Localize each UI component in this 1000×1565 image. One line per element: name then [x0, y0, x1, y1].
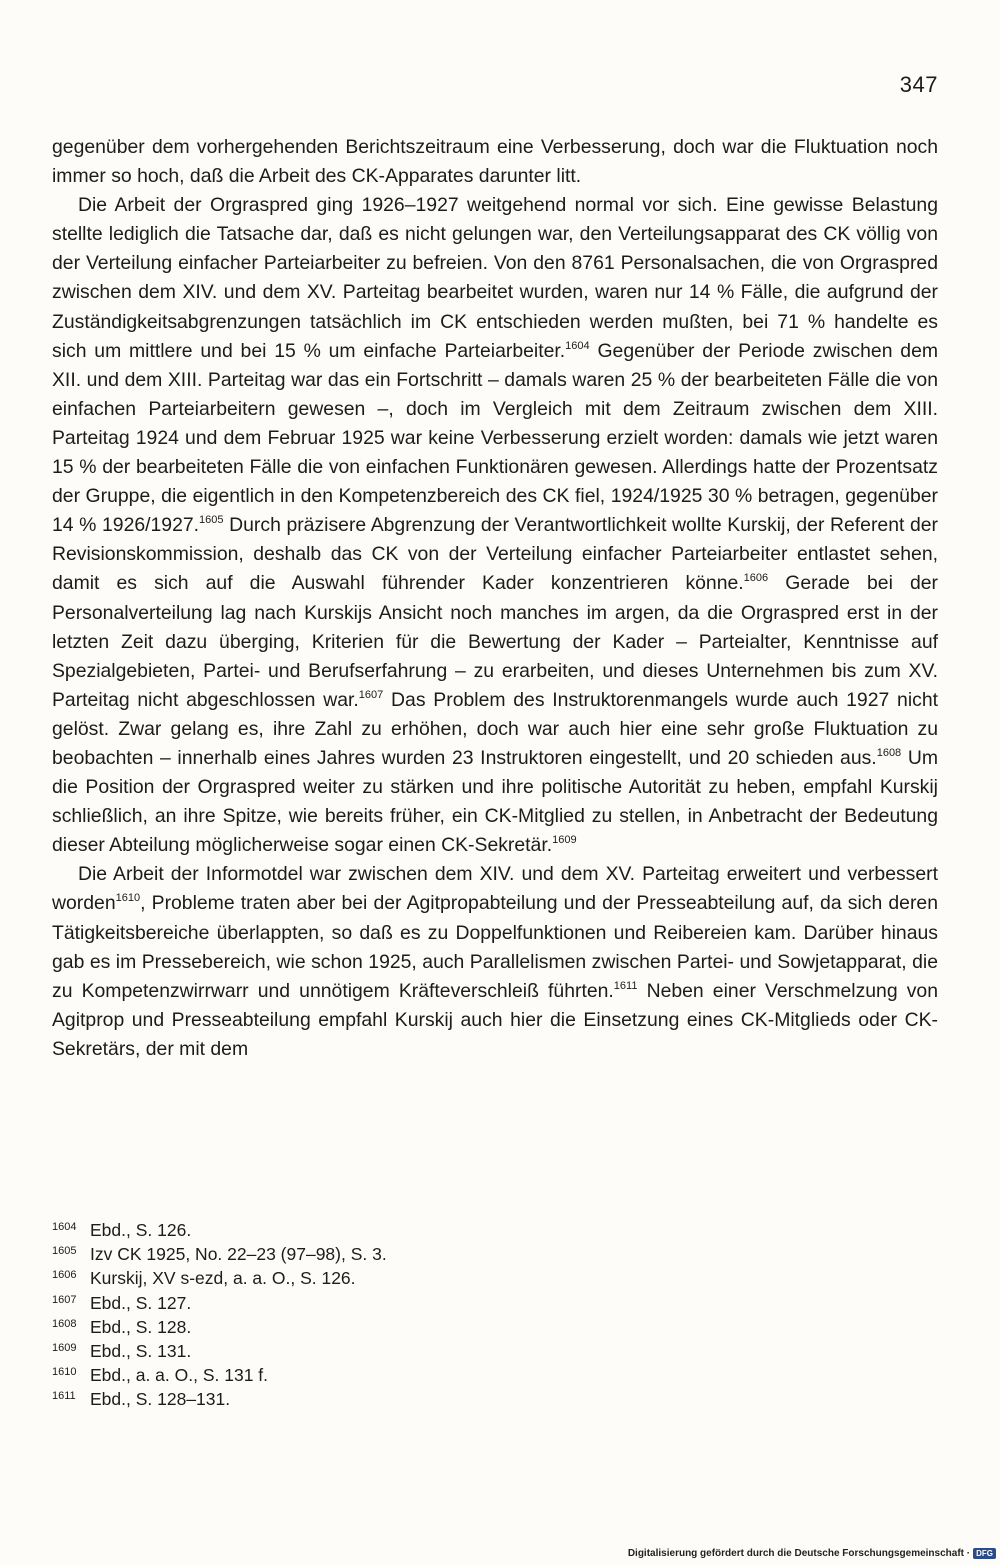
footnote-number: 1611: [52, 1390, 76, 1403]
footnote-reference[interactable]: 1604: [565, 339, 590, 352]
footnote-reference[interactable]: 1606: [743, 572, 769, 585]
footnotes: [52, 1218, 652, 1412]
footnote-reference[interactable]: 1611: [613, 979, 638, 992]
footnote-text: Kurskij, XV s-ezd, a. a. O., S. 126.: [90, 1268, 356, 1289]
footnote-text: Ebd., S. 126.: [90, 1220, 192, 1240]
footnote-text: Ebd., S. 131.: [90, 1341, 192, 1362]
dfg-logo: DFG: [973, 1548, 996, 1559]
paragraph-text: Gerade bei der Personalverteilung lag nach Kurskijs Ansicht noch manches im argen, da die Orgraspred erst in der letzten Zeit dazu überging, Kriterien für die Bewertung der Kader – Parteialter, Kenntnisse auf Spezialgebieten, Partei- und Berufserfahrung – zu erarbeiten, und dieses Unternehmen bis zum XV. Parteitag nicht abgeschlossen war.: [52, 572, 938, 711]
footnote-reference[interactable]: 1605: [199, 514, 224, 527]
paragraph-text: gegenüber dem vorhergehenden Berichtszeitraum eine Verbesserung, doch war die Fluktuation noch immer so hoch, daß die Arbeit des CK-Apparates darunter litt.: [52, 136, 938, 188]
footnote-text: Ebd., a. a. O., S. 131 f.: [90, 1365, 269, 1386]
paragraph-text: Um die Position der Orgraspred weiter zu stärken und ihre politische Autorität zu heben, empfahl Kurskij schließlich, an ihre Spitze, wie bereits früher, ein CK-Mitglied zu stellen, in Anbetracht der Bedeutung dieser Abteilung möglicherweise sogar einen CK-Sekretär.: [52, 746, 938, 857]
footnote: [52, 1363, 652, 1387]
paragraph: [52, 191, 938, 860]
body-text: [52, 133, 938, 1064]
paragraph-text: Die Arbeit der Informotdel war zwischen dem XIV. und dem XV. Parteitag erweitert und verbessert worden: [52, 863, 938, 915]
footnote-reference[interactable]: 1607: [358, 688, 384, 701]
footnote-reference[interactable]: 1609: [552, 834, 577, 847]
footnote-text: Izv CK 1925, No. 22–23 (97–98), S. 3.: [90, 1244, 387, 1265]
footnote-number: 1608: [52, 1317, 77, 1330]
footnote: [52, 1291, 652, 1315]
footnote-number: 1609: [52, 1342, 77, 1355]
footnote: [52, 1387, 652, 1411]
paragraph: [52, 133, 938, 191]
digitization-credit: [628, 1548, 996, 1559]
paragraph-text: Gegenüber der Periode zwischen dem XII. und dem XIII. Parteitag war das ein Fortschritt – damals waren 25 % der bearbeiteten Fälle die von einfachen Parteiarbeitern gewesen –, doch im Vergleich mit dem Zeitraum zwischen dem XIII. Parteitag 1924 und dem Februar 1925 war keine Verbesserung erzielt worden: damals wie jetzt waren 15 % der bearbeiteten Fälle die von einfachen Funktionären gewesen. Allerdings hatte der Prozentsatz der Gruppe, die eigentlich in den Kompetenzbereich des CK fiel, 1924/1925 30 % betragen, gegenüber 14 % 1926/1927.: [52, 339, 939, 537]
page-number: 347: [899, 72, 938, 97]
footnote: [52, 1315, 652, 1339]
paragraph-text: , Probleme traten aber bei der Agitpropabteilung und der Presseabteilung auf, da sich deren Tätigkeitsbereiche überlappten, so daß es zu Doppelfunktionen und Reibereien kam. Darüber hinaus gab es im Pressebereich, wie schon 1925, auch Parallelismen zwischen Partei- und Sowjetapparat, die zu Kompetenzwirrwarr und unnötigem Kräfteverschleiß führten.: [52, 892, 938, 1002]
footnote-number: 1605: [52, 1245, 77, 1258]
footnote-text: Ebd., S. 128.: [90, 1316, 192, 1337]
paragraph: [52, 860, 938, 1064]
paragraph-text: Das Problem des Instruktorenmangels wurde auch 1927 nicht gelöst. Zwar gelang es, ihre Zahl zu erhöhen, doch war auch hier eine sehr große Fluktuation zu beobachten – innerhalb eines Jahres wurden 23 Instruktoren eingestellt, und 20 schieden aus.: [52, 688, 939, 769]
footnote-text: Ebd., S. 127.: [90, 1292, 192, 1313]
footnote-number: 1607: [52, 1293, 77, 1306]
footnote-number: 1610: [52, 1366, 77, 1379]
footnote: [52, 1242, 652, 1266]
footnote-reference[interactable]: 1610: [115, 892, 141, 905]
footnote-reference[interactable]: 1608: [876, 746, 902, 759]
footnote-number: 1606: [52, 1269, 77, 1282]
footnote-text: Ebd., S. 128–131.: [90, 1389, 231, 1410]
credit-text: Digitalisierung gefördert durch die Deutsche Forschungsgemeinschaft ·: [627, 1548, 971, 1559]
footnote: [52, 1218, 652, 1242]
footnote: [52, 1339, 652, 1363]
footnote-number: 1604: [52, 1221, 77, 1233]
paragraph-text: Die Arbeit der Orgraspred ging 1926–1927 weitgehend normal vor sich. Eine gewisse Belastung stellte lediglich die Tatsache dar, daß es nicht gelungen war, den Verteilungsapparat des CK völlig von der Verteilung einfacher Parteiarbeiter zu befreien. Von den 8761 Personalsachen, die von Orgraspred zwischen dem XIV. und dem XV. Parteitag bearbeitet wurden, waren nur 14 % Fälle, die aufgrund der Zuständigkeitsabgrenzungen tatsächlich im CK entschieden werden mußten, bei 71 % handelte es sich um mittlere und bei 15 % um einfache Parteiarbeiter.: [52, 194, 938, 362]
paragraph-text: Neben einer Verschmelzung von Agitprop und Presseabteilung empfahl Kurskij auch hier die Einsetzung eines CK-Mitglieds oder CK-Sekretärs, der mit dem: [52, 979, 938, 1060]
paragraph-text: Durch präzisere Abgrenzung der Verantwortlichkeit wollte Kurskij, der Referent der Revisionskommission, deshalb das CK von der Verteilung einfacher Parteiarbeiter entlastet sehen, damit es sich auf die Auswahl führender Kader konzentrieren könne.: [52, 514, 938, 595]
footnote: [52, 1266, 652, 1290]
